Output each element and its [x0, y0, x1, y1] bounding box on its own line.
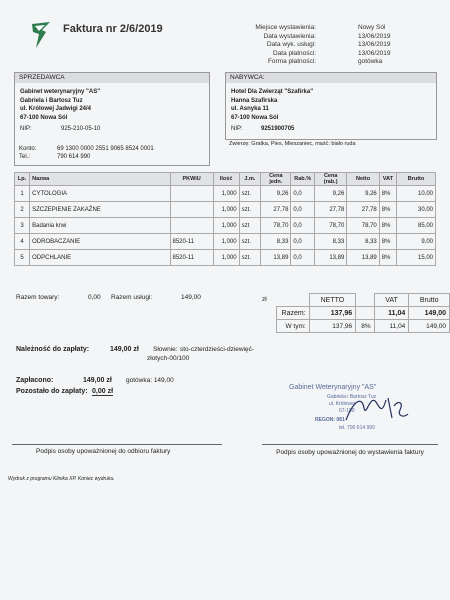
meta-label: Data wystawienia:	[263, 32, 316, 40]
clinic-logo-icon	[30, 20, 52, 50]
cell-name: ODROBACZANIE	[30, 234, 170, 250]
stamp-line: Gabriela i Bartosz Tuz	[327, 394, 377, 400]
col-header: Cena jedn.	[261, 173, 291, 186]
summary-wtym-netto: 137,96	[309, 320, 355, 333]
seller-phone: 790 614 990	[57, 154, 91, 160]
cell-price: 9,26	[261, 186, 291, 202]
cell-brutto: 85,00	[397, 218, 436, 234]
summary-total-brutto: 149,00	[409, 307, 450, 320]
buyer-street: ul. Asnyka 11	[231, 106, 269, 112]
seller-owners: Gabriela i Bartosz Tuz	[20, 97, 83, 104]
table-row	[15, 234, 436, 250]
cell-pkwiu: 8520-11	[170, 234, 213, 250]
col-header: J.m.	[239, 173, 261, 186]
meta-label: Forma płatności:	[267, 58, 316, 65]
cell-brutto: 10,00	[397, 186, 436, 202]
goods-total-label: Razem towary:	[16, 294, 60, 301]
cell-vat: 8%	[379, 218, 396, 234]
cell-rab: 0,0	[291, 218, 315, 234]
cell-netto: 13,89	[347, 250, 379, 266]
cell-rab: 0,0	[291, 186, 315, 202]
cell-brutto: 15,00	[397, 250, 436, 266]
cell-unit: szt	[239, 218, 261, 234]
signature-caption-right: Podpis osoby upoważnionej do wystawienia faktury	[276, 449, 424, 456]
summary-col-brutto: Brutto	[409, 294, 450, 307]
cell-pkwiu	[170, 186, 213, 202]
buyer-heading: NABYWCA:	[226, 73, 436, 83]
cell-qty: 1,000	[213, 218, 239, 234]
buyer-nip-label: NIP:	[231, 126, 243, 132]
signature-line-left	[12, 444, 222, 445]
signature-caption-left: Podpis osoby upoważnionej do odbioru faktury	[36, 448, 171, 455]
remaining-label: Pozostało do zapłaty:	[16, 388, 88, 395]
animal-note: Zwierzę: Gratka, Pies, Mieszaniec, maść: biało ruda	[229, 141, 356, 147]
cell-pkwiu: 8520-11	[170, 250, 213, 266]
currency-label: zł	[262, 296, 267, 303]
cell-qty: 1,000	[213, 186, 239, 202]
seller-nip: 925-210-05-10	[61, 126, 101, 132]
cell-lp: 5	[15, 250, 30, 266]
cell-rab: 0,0	[291, 234, 315, 250]
col-header: PKWiU	[170, 173, 213, 186]
paid-amount: 149,00 zł	[83, 377, 112, 384]
cell-name: CYTOLOGIA	[30, 186, 170, 202]
col-header: Nazwa	[30, 173, 170, 186]
seller-nip-label: NIP:	[20, 126, 32, 132]
summary-header-row	[277, 294, 450, 307]
table-row	[15, 218, 436, 234]
cell-price: 13,89	[261, 250, 291, 266]
cell-vat: 8%	[379, 234, 396, 250]
meta-values	[358, 24, 391, 67]
amount-due-label: Należność do zapłaty:	[16, 346, 90, 353]
invoice-title: Faktura nr 2/6/2019	[63, 23, 163, 35]
amount-due: 149,00 zł	[110, 346, 139, 353]
remaining-amount: 0,00 zł	[92, 388, 114, 395]
summary-row-total	[277, 307, 450, 320]
paid-note: gotówka: 149,00	[126, 377, 174, 384]
meta-label: Data płatności:	[273, 49, 316, 57]
col-header: Netto	[347, 173, 379, 186]
cell-rab: 0,0	[291, 202, 315, 218]
seller-account-label: Konto:	[19, 146, 37, 152]
summary-row-wtym	[277, 320, 450, 333]
buyer-nip: 9251900705	[261, 126, 295, 132]
cell-unit: szt.	[239, 202, 261, 218]
summary-wtym-label: W tym:	[277, 320, 310, 333]
meta-label: Miejsce wystawienia:	[255, 24, 316, 31]
cell-price: 8,33	[261, 234, 291, 250]
buyer-owner: Hanna Szafirska	[231, 97, 278, 104]
meta-labels	[236, 24, 316, 67]
cell-lp: 2	[15, 202, 30, 218]
stamp-line: tel. 790 614 990	[339, 425, 375, 431]
services-total: 149,00	[181, 294, 201, 301]
stamp-line: Gabinet Weterynaryjny "AS"	[289, 384, 377, 391]
cell-netto: 9,26	[347, 186, 379, 202]
footer-note: Wydruk z programu Klinika XP. Koniec wydruku.	[8, 476, 115, 482]
summary-col-vat: VAT	[374, 294, 409, 307]
seller-phone-label: Tel.:	[19, 154, 31, 160]
meta-value: 13/06/2019	[358, 49, 391, 57]
cell-vat: 8%	[379, 250, 396, 266]
cell-price-rab: 27,78	[314, 202, 346, 218]
buyer-name: Hotel Dla Zwierząt "Szafirka"	[231, 89, 314, 95]
cell-unit: szt.	[239, 250, 261, 266]
table-row	[15, 202, 436, 218]
cell-name: ODPCHLANIE	[30, 250, 170, 266]
buyer-box	[225, 72, 437, 140]
summary-total-netto: 137,96	[309, 307, 355, 320]
cell-unit: szt.	[239, 234, 261, 250]
cell-pkwiu	[170, 218, 213, 234]
cell-vat: 8%	[379, 202, 396, 218]
signature-line-right	[262, 444, 438, 445]
amount-words: sto-czterdzieści-dziewięć-	[180, 346, 255, 353]
cell-price-rab: 13,89	[314, 250, 346, 266]
cell-vat: 8%	[379, 186, 396, 202]
col-header: Lp.	[15, 173, 30, 186]
seller-name: Gabinet weterynaryjny "AS"	[20, 89, 101, 95]
buyer-details	[231, 88, 313, 122]
meta-value: Nowy Sól	[358, 24, 386, 31]
cell-price: 27,78	[261, 202, 291, 218]
cell-price-rab: 78,70	[314, 218, 346, 234]
handwritten-signature-icon	[340, 388, 410, 428]
cell-netto: 78,70	[347, 218, 379, 234]
table-row	[15, 186, 436, 202]
col-header: Rab.%	[291, 173, 315, 186]
meta-value: 13/06/2019	[358, 41, 391, 48]
cell-price: 78,70	[261, 218, 291, 234]
col-header: Brutto	[397, 173, 436, 186]
summary-table	[276, 293, 450, 333]
cell-brutto: 9,00	[397, 234, 436, 250]
amount-words-cont: złotych-00/100	[147, 355, 190, 362]
cell-netto: 8,33	[347, 234, 379, 250]
paid-label: Zapłacono:	[16, 377, 54, 384]
cell-price-rab: 8,33	[314, 234, 346, 250]
cell-lp: 1	[15, 186, 30, 202]
cell-lp: 4	[15, 234, 30, 250]
summary-wtym-rate: 8%	[356, 320, 375, 333]
cell-pkwiu	[170, 202, 213, 218]
items-table	[14, 172, 436, 266]
summary-col-netto: NETTO	[309, 294, 355, 307]
seller-city: 67-100 Nowa Sól	[20, 114, 68, 121]
cell-netto: 27,78	[347, 202, 379, 218]
cell-lp: 3	[15, 218, 30, 234]
cell-unit: szt.	[239, 186, 261, 202]
cell-name: Badania krwi	[30, 218, 170, 234]
cell-rab: 0,0	[291, 250, 315, 266]
cell-name: SZCZEPIENIE ZAKAŹNE	[30, 202, 170, 218]
table-row	[15, 250, 436, 266]
goods-total: 0,00	[88, 294, 101, 301]
summary-wtym-vat: 11,04	[374, 320, 409, 333]
seller-heading: SPRZEDAWCA	[15, 73, 209, 83]
summary-total-vat: 11,04	[374, 307, 409, 320]
col-header: Cena (rab.)	[314, 173, 346, 186]
meta-value: 13/06/2019	[358, 32, 391, 40]
stamp-line: REGON: 081	[315, 417, 345, 423]
cell-qty: 1,000	[213, 202, 239, 218]
seller-street: ul. Królowej Jadwigi 24/4	[20, 106, 92, 112]
seller-account: 69 1300 0000 2551 9065 8524 0001	[57, 146, 154, 152]
col-header: VAT	[379, 173, 396, 186]
services-total-label: Razem usługi:	[111, 294, 153, 301]
amount-words-label: Słownie:	[153, 346, 178, 353]
cell-price-rab: 9,26	[314, 186, 346, 202]
meta-value: gotówka	[358, 58, 383, 65]
cell-qty: 1,000	[213, 250, 239, 266]
seller-details	[20, 88, 100, 122]
table-header-row	[15, 173, 436, 186]
meta-label: Data wyk. usługi:	[266, 41, 316, 48]
stamp-line: ul. Królowej	[329, 401, 355, 407]
cell-qty: 1,000	[213, 234, 239, 250]
summary-wtym-brutto: 149,00	[409, 320, 450, 333]
buyer-city: 67-100 Nowa Sól	[231, 114, 279, 121]
cell-brutto: 30,00	[397, 202, 436, 218]
summary-total-label: Razem:	[277, 307, 310, 320]
stamp-line: 67-100	[339, 408, 355, 414]
col-header: Ilość	[213, 173, 239, 186]
